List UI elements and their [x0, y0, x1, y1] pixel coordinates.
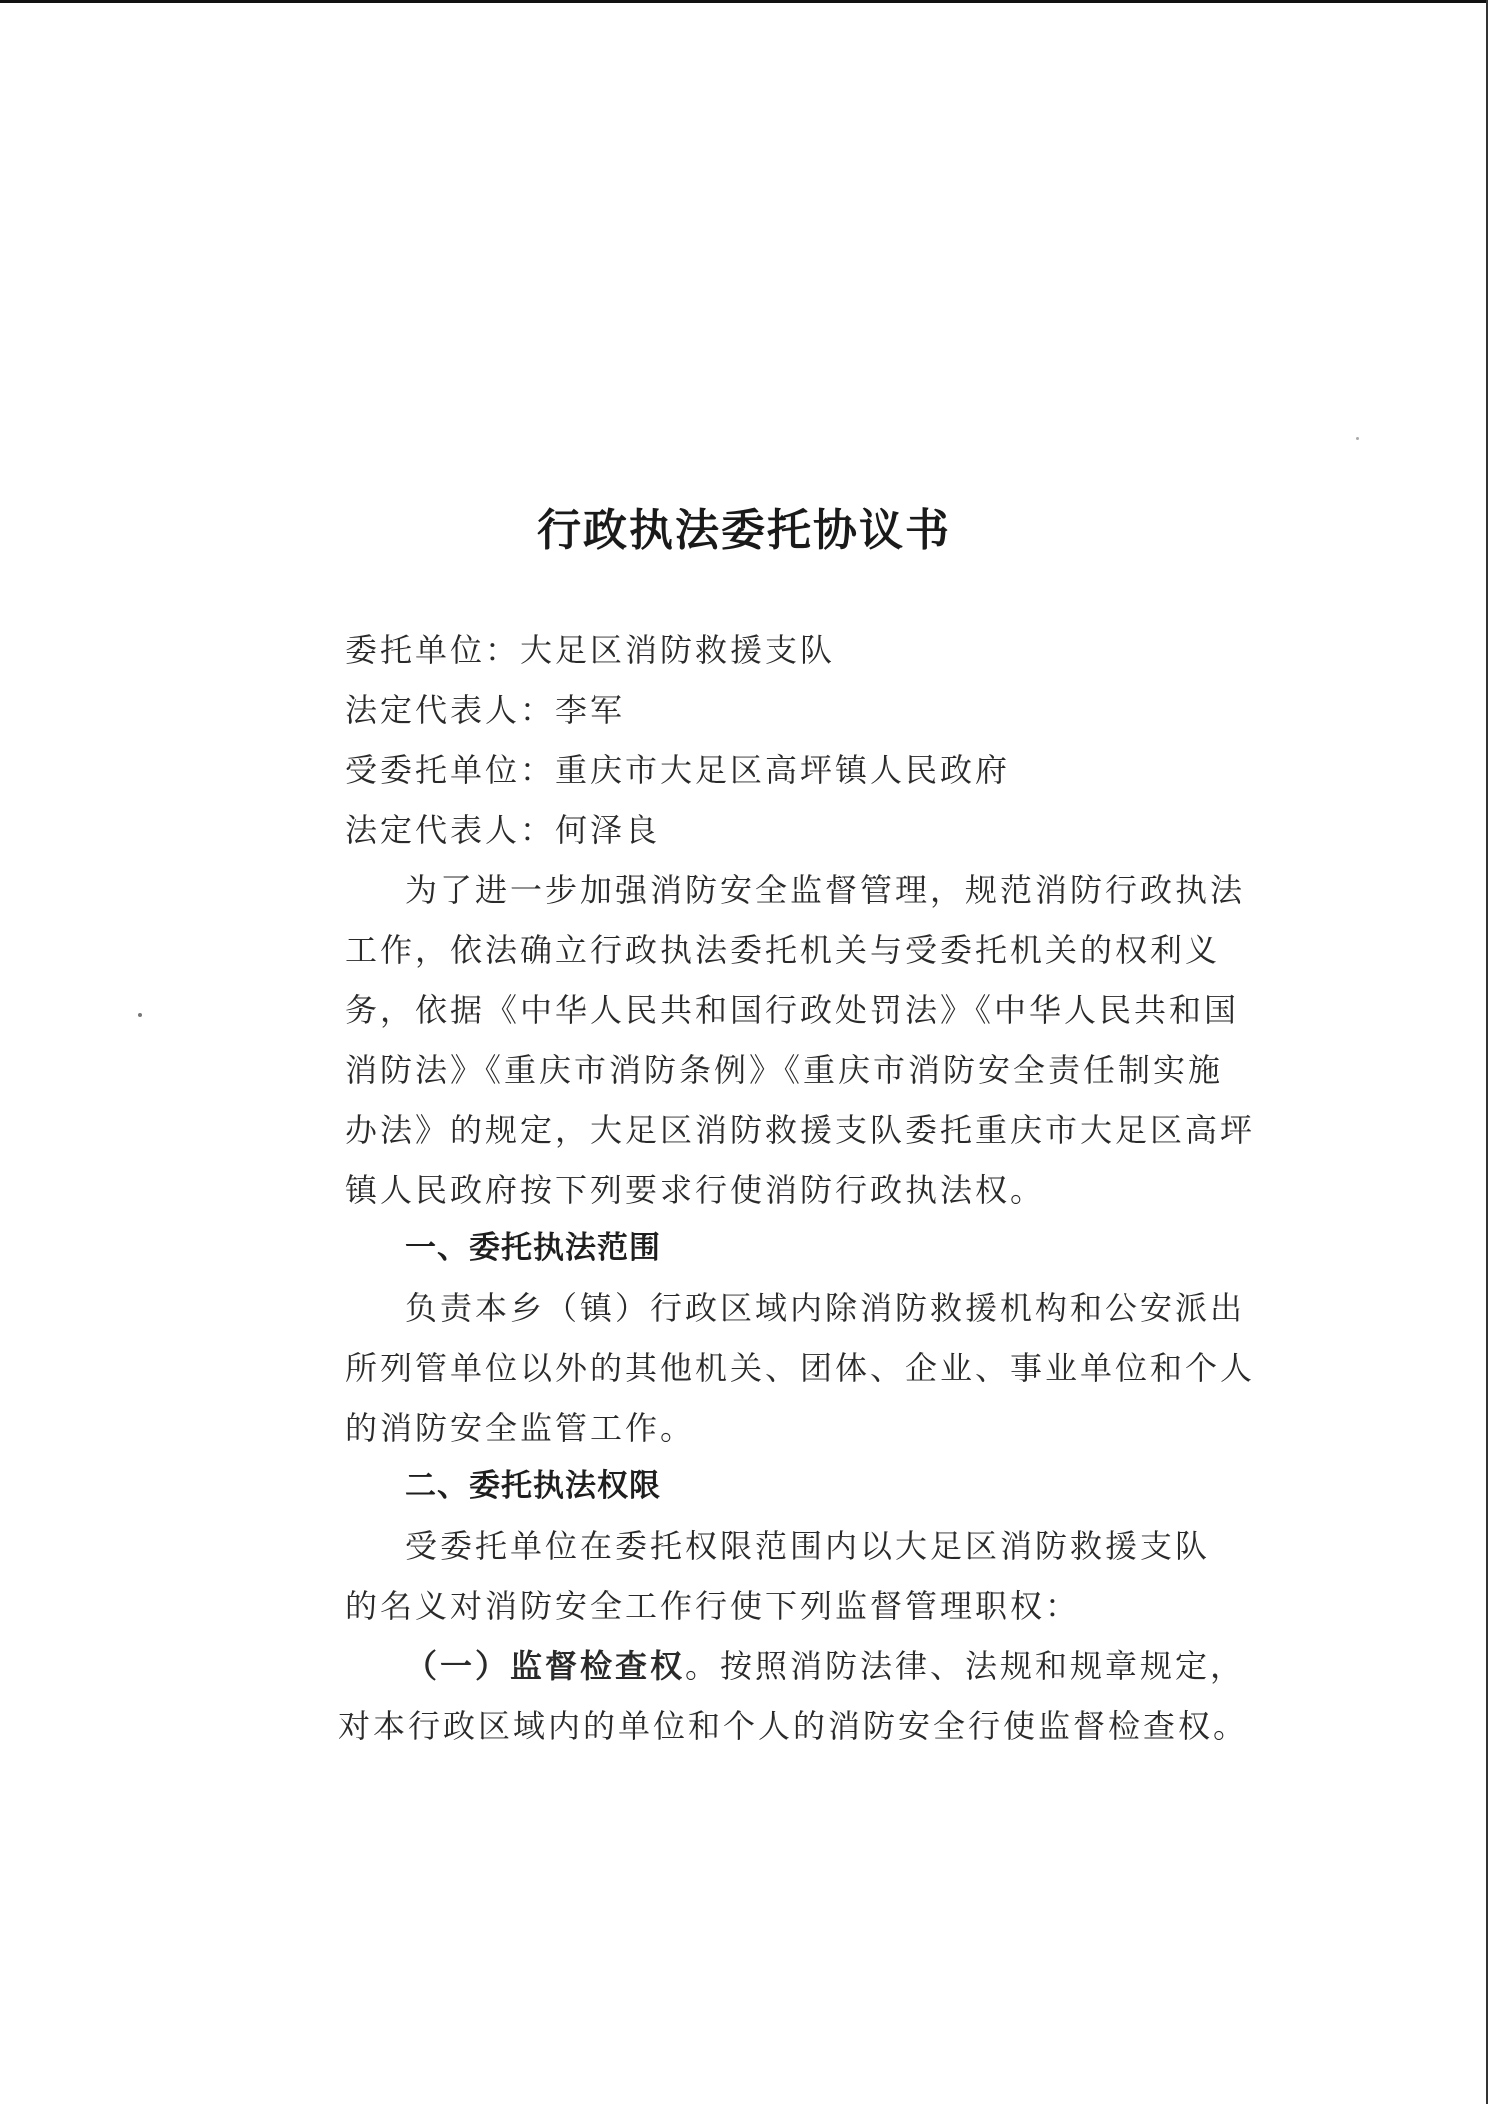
preamble-line: 镇人民政府按下列要求行使消防行政执法权。 [345, 1171, 1046, 1209]
section-heading: 二、委托执法权限 [405, 1468, 661, 1504]
preamble-line: 为了进一步加强消防安全监督管理，规范消防行政执法 [405, 871, 1246, 909]
section-line: 受委托单位在委托权限范围内以大足区消防救援支队 [405, 1527, 1211, 1565]
section-heading: 一、委托执法范围 [405, 1230, 661, 1266]
preamble-line: 办法》的规定，大足区消防救援支队委托重庆市大足区高坪 [345, 1111, 1256, 1149]
preamble-line: 务，依据《中华人民共和国行政处罚法》《中华人民共和国 [345, 991, 1240, 1029]
party-line: 受委托单位：重庆市大足区高坪镇人民政府 [345, 751, 1011, 789]
party-line: 委托单位：大足区消防救援支队 [345, 631, 836, 669]
section-line: 的名义对消防安全工作行使下列监督管理职权： [345, 1587, 1081, 1625]
preamble-line: 消防法》《重庆市消防条例》《重庆市消防安全责任制实施 [345, 1051, 1224, 1089]
section-line: 的消防安全监管工作。 [345, 1409, 696, 1447]
item-text: 。按照消防法律、法规和规章规定， [685, 1647, 1246, 1685]
item-line: 对本行政区域内的单位和个人的消防安全行使监督检查权。 [338, 1707, 1249, 1745]
item-label: （一）监督检查权 [405, 1647, 686, 1685]
party-line: 法定代表人：何泽良 [345, 811, 661, 849]
preamble-line: 工作，依法确立行政执法委托机关与受委托机关的权利义 [345, 931, 1221, 969]
section-line: 所列管单位以外的其他机关、团体、企业、事业单位和个人 [345, 1349, 1256, 1387]
section-line: 负责本乡（镇）行政区域内除消防救援机构和公安派出 [405, 1289, 1246, 1327]
document-title: 行政执法委托协议书 [537, 505, 951, 556]
item-line [405, 1646, 1246, 1686]
party-line: 法定代表人：李军 [345, 691, 626, 729]
